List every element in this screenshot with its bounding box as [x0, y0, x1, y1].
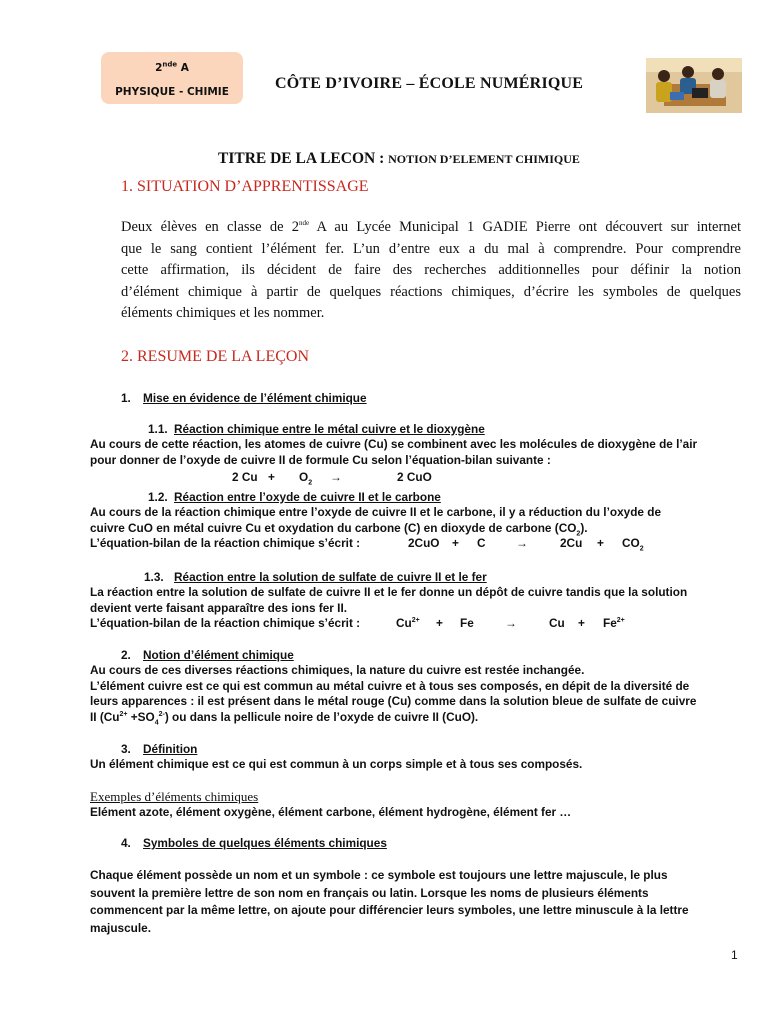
- lesson-title: [218, 150, 580, 168]
- text-line: souvent la première lettre de son nom en français ou latin. Lorsque les noms de plusieurs éléments: [90, 885, 649, 900]
- sub-1-3-number: 1.3.: [144, 570, 164, 584]
- equation-1-2-cu: 2Cu: [560, 536, 583, 550]
- sub-1-1-text: [90, 437, 742, 468]
- cu-charge: 2+: [119, 710, 128, 718]
- equation-1-3-plus: +: [436, 616, 443, 630]
- line-start: II (Cu: [90, 709, 120, 724]
- item-2-number: 2.: [121, 648, 131, 662]
- sub-1-3-title: Réaction entre la solution de sulfate de cuivre II et le fer: [174, 570, 487, 584]
- equation-1-3-fe-ion: [603, 616, 625, 630]
- so4-sub: 4: [154, 718, 159, 726]
- equation-1-1-o2: [299, 470, 313, 487]
- subject-badge: [101, 52, 243, 104]
- page-number: 1: [731, 948, 738, 962]
- paragraph-line: cette affirmation, ils décident de faire des recherches additionnelles pour définir la notion: [121, 262, 741, 278]
- equation-1-3-fe: Fe: [460, 616, 474, 630]
- item-4-text: [90, 867, 742, 937]
- item-3-number: 3.: [121, 742, 131, 756]
- equation-1-2-co2: [622, 536, 644, 553]
- item-4-number: 4.: [121, 836, 131, 850]
- text-line: leurs apparences : il est présent dans le métal rouge (Cu) comme dans la solution bleue de sulfate de cuivre: [90, 694, 697, 708]
- line-rest: ou dans la pellicule noire de l’oxyde de cuivre II (CuO).: [168, 709, 479, 724]
- cu-charge: 2+: [411, 617, 420, 625]
- equation-1-3-arrow: →: [505, 616, 517, 630]
- text-line: L’élément cuivre est ce qui est commun au métal cuivre et à tous ses composés, en dépit de la diversité de: [90, 678, 690, 693]
- line-start: cuivre CuO en métal cuivre Cu et oxydation du carbone (C) en dioxyde de carbone (CO: [90, 520, 577, 535]
- item-4-title: Symboles de quelques éléments chimiques: [143, 836, 387, 850]
- so4-symbol: +SO: [127, 709, 155, 724]
- sub-1-1-title: Réaction chimique entre le métal cuivre et le dioxygène: [174, 422, 485, 436]
- co2-sub: 2: [639, 545, 644, 553]
- text-line: Au cours de cette réaction, les atomes de cuivre (Cu) se combinent avec les molécules de dioxygène de l’air: [90, 437, 698, 451]
- paren-close: ): [164, 709, 169, 724]
- line-rest: A au Lycée Municipal 1 GADIE Pierre ont découvert sur internet: [309, 219, 741, 235]
- equation-1-1-arrow: →: [330, 470, 342, 484]
- text-line: L’équation-bilan de la réaction chimique s’écrit :: [90, 616, 361, 630]
- cu-symbol: Cu: [396, 616, 412, 630]
- examples-title: Exemples d’éléments chimiques: [90, 789, 259, 804]
- level-sup: nde: [162, 60, 178, 69]
- equation-1-1-product: 2 CuO: [397, 470, 432, 484]
- equation-1-3-cu: Cu: [549, 616, 565, 630]
- definition-text: Un élément chimique est ce qui est commun à un corps simple et à tous ses composés.: [90, 757, 583, 771]
- o2-sub: 2: [308, 479, 313, 487]
- text-line: majuscule.: [90, 920, 151, 935]
- line-start: Deux élèves en classe de 2: [121, 219, 299, 235]
- text-line: [90, 710, 742, 726]
- students-illustration: [646, 58, 742, 113]
- equation-1-1-plus: +: [268, 470, 275, 484]
- equation-1-3-cu-ion: [396, 616, 420, 630]
- lesson-title-label: TITRE DE LA LECON :: [218, 150, 389, 167]
- subject-name: PHYSIQUE - CHIMIE: [115, 86, 229, 98]
- students-photo: [646, 58, 742, 113]
- paragraph-line: éléments chimiques et les nommer.: [121, 305, 325, 321]
- item-2-title: Notion d’élément chimique: [143, 648, 294, 662]
- paragraph-line: que le sang contient l’élément fer. L’un d’entre eux a du mal à comprendre. Pour comprendre: [121, 240, 741, 257]
- examples-text: Elément azote, élément oxygène, élément carbone, élément hydrogène, élément fer …: [90, 805, 572, 819]
- equation-1-2-arrow: →: [516, 536, 528, 550]
- fe-symbol: Fe: [603, 616, 617, 630]
- equation-1-2-c: C: [477, 536, 486, 550]
- equation-1-2-cuo: 2CuO: [408, 536, 440, 550]
- text-line: L’équation-bilan de la réaction chimique s’écrit :: [90, 536, 361, 550]
- equation-1-2-plus2: +: [597, 536, 604, 550]
- equation-1-1-lhs1: 2 Cu: [232, 470, 258, 484]
- text-line: Au cours de ces diverses réactions chimiques, la nature du cuivre est restée inchangée.: [90, 663, 585, 677]
- sub-1-1-number: 1.1.: [148, 422, 168, 436]
- paragraph-line: d’élément chimique à partir de quelques réactions chimiques, d’écrire les symboles de quelques: [121, 283, 741, 300]
- sub-1-2-title: Réaction entre l’oxyde de cuivre II et le carbone: [174, 490, 441, 504]
- text-line: Chaque élément possède un nom et un symbole : ce symbole est toujours une lettre majuscule, le plus: [90, 868, 668, 882]
- text-line: [90, 521, 742, 537]
- o2-symbol: O: [299, 470, 309, 484]
- text-line: pour donner de l’oxyde de cuivre II de formule Cu selon l’équation-bilan suivante :: [90, 452, 551, 467]
- equation-1-3-plus2: +: [578, 616, 585, 630]
- text-line: Au cours de la réaction chimique entre l’oxyde de cuivre II et le carbone, il y a réduction du l’oxyde de: [90, 505, 662, 519]
- co2-symbol: CO: [622, 536, 640, 550]
- school-title: CÔTE D’IVOIRE – ÉCOLE NUMÉRIQUE: [275, 75, 584, 92]
- so4-charge: 2-: [158, 710, 165, 718]
- level-number: 2: [155, 62, 163, 74]
- level-suffix: A: [177, 62, 189, 74]
- sub-1-2-number: 1.2.: [148, 490, 168, 504]
- situation-paragraph: [121, 217, 741, 325]
- paragraph-line: [121, 217, 741, 239]
- item-2-text: [90, 663, 742, 725]
- section-1-heading: 1. SITUATION D’APPRENTISSAGE: [121, 178, 369, 195]
- text-line: La réaction entre la solution de sulfate de cuivre II et le fer donne un dépôt de cuivre tandis que la solution: [90, 585, 688, 599]
- item-3-title: Définition: [143, 742, 198, 756]
- item-1-title: Mise en évidence de l’élément chimique: [143, 391, 367, 405]
- fe-charge: 2+: [616, 617, 625, 625]
- line-end: ).: [580, 520, 588, 535]
- equation-1-2-plus: +: [452, 536, 459, 550]
- text-line: devient verte faisant apparaître des ions fer II.: [90, 600, 348, 615]
- lesson-title-value: NOTION D’ELEMENT CHIMIQUE: [388, 152, 580, 166]
- class-level: [101, 62, 243, 74]
- section-2-heading: 2. RESUME DE LA LEÇON: [121, 348, 309, 365]
- item-1-number: 1.: [121, 391, 131, 405]
- co2-sub: 2: [576, 529, 581, 537]
- text-line: commencent par la même lettre, on ajoute pour différencier leurs symboles, une lettre minuscule à la lettre: [90, 903, 689, 917]
- line-sup: nde: [299, 219, 310, 228]
